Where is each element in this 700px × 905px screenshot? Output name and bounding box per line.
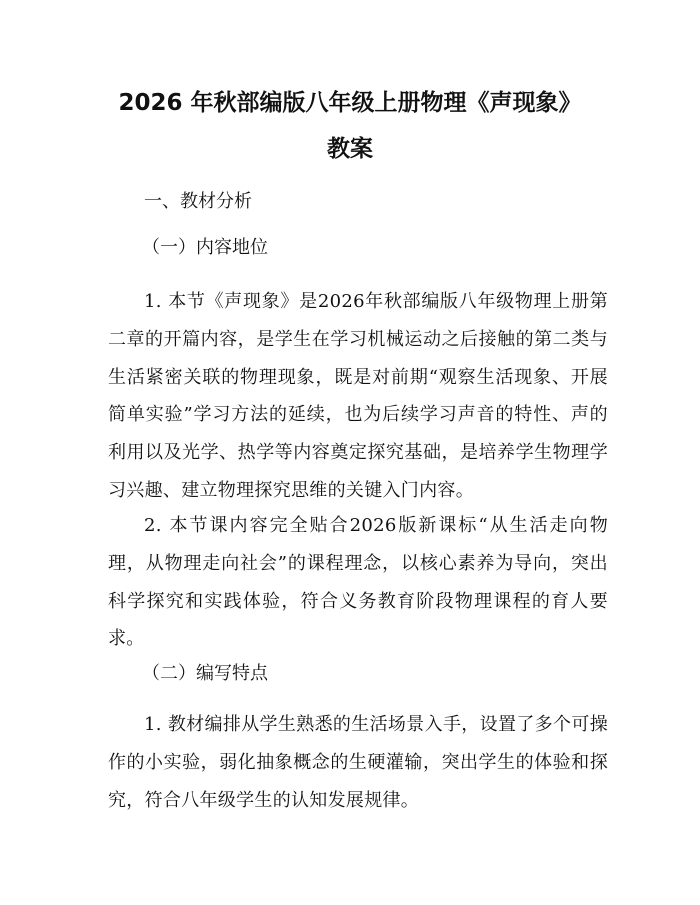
paragraph-writing-features-1: 1. 教材编排从学生熟悉的生活场景入手，设置了多个可操作的小实验，弱化抽象概念的生硬灌输，突出学生的体验和探究，符合八年级学生的认知发展规律。 bbox=[108, 714, 608, 811]
paragraph-content-position-2: 2. 本节课内容完全贴合2026版新课标“从生活走向物理，从物理走向社会”的课程理念，以核心素养为导向，突出科学探究和实践体验，符合义务教育阶段物理课程的育人要求。 bbox=[108, 515, 608, 650]
subsection-heading-writing-features: （二）编写特点 bbox=[142, 663, 268, 684]
document-title-line1: 2026 年秋部编版八年级上册物理《声现象》 bbox=[118, 90, 582, 116]
subsection-heading-content-position: （一）内容地位 bbox=[142, 237, 268, 258]
paragraph-content-position-1: 1. 本节《声现象》是2026年秋部编版八年级物理上册第二章的开篇内容，是学生在学习机械运动之后接触的第二类与生活紧密关联的物理现象，既是对前期“观察生活现象、开展简单实验”学习方法的延续，也为后续学习声音的特性、声的利用以及光学、热学等内容奠定探究基础，是培养学生物理学习兴趣、建立物理探究思维的关键入门内容。 bbox=[108, 291, 608, 501]
section-heading-teaching-material-analysis: 一、教材分析 bbox=[144, 191, 252, 212]
document-title-line2: 教案 bbox=[327, 136, 373, 162]
